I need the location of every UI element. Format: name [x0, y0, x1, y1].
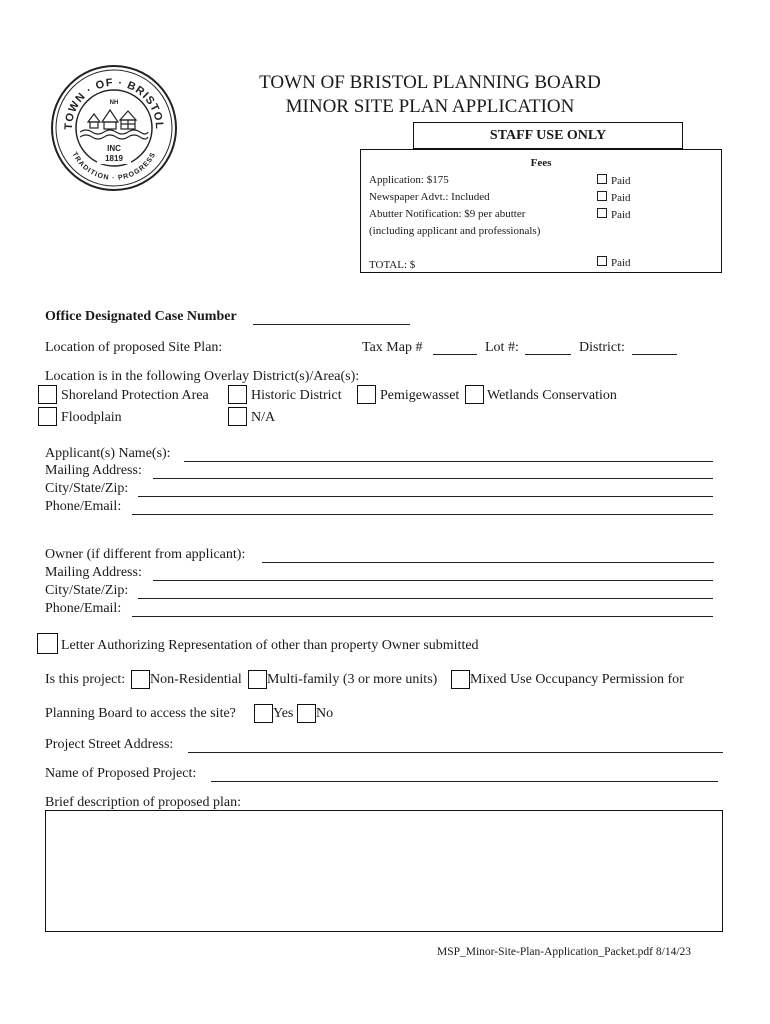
seal-water-icon: [80, 130, 148, 139]
access-label: Planning Board to access the site?: [45, 706, 236, 721]
lot-label: Lot #:: [485, 340, 519, 355]
fee-total-label: TOTAL: $: [369, 259, 416, 271]
staff-use-header: STAFF USE ONLY: [413, 122, 683, 149]
applicant-phone-label: Phone/Email:: [45, 499, 122, 514]
fee-newspaper-label: Newspaper Advt.: Included: [369, 191, 490, 203]
applicant-city-label: City/State/Zip:: [45, 481, 129, 496]
owner-name-field[interactable]: [262, 562, 714, 563]
shoreland-checkbox[interactable]: [38, 385, 57, 404]
seal-inc-label: INC: [107, 144, 121, 153]
project-type-label: Is this project:: [45, 672, 126, 687]
owner-city-label: City/State/Zip:: [45, 583, 129, 598]
location-label: Location of proposed Site Plan:: [45, 340, 223, 355]
case-number-field[interactable]: [253, 324, 410, 325]
wetlands-checkbox[interactable]: [465, 385, 484, 404]
historic-label: Historic District: [251, 388, 342, 403]
owner-mailing-field[interactable]: [153, 580, 713, 581]
tax-map-label: Tax Map #: [362, 340, 423, 355]
owner-phone-label: Phone/Email:: [45, 601, 122, 616]
applicant-city-field[interactable]: [138, 496, 713, 497]
shoreland-label: Shoreland Protection Area: [61, 388, 209, 403]
floodplain-label: Floodplain: [61, 410, 122, 425]
pemigewasset-label: Pemigewasset: [380, 388, 460, 403]
non-residential-label: Non-Residential: [150, 672, 242, 687]
floodplain-checkbox[interactable]: [38, 407, 57, 426]
mixed-use-label: Mixed Use Occupancy Permission for: [470, 672, 684, 687]
fee-application-label: Application: $175: [369, 174, 449, 186]
seal-state: NH: [109, 100, 119, 106]
overlay-label: Location is in the following Overlay District(s)/Area(s):: [45, 369, 360, 384]
seal-bottom-text: TRADITION · PROGRESS: [70, 151, 158, 183]
owner-mailing-label: Mailing Address:: [45, 565, 142, 580]
wetlands-label: Wetlands Conservation: [487, 388, 617, 403]
tax-map-field[interactable]: [433, 354, 477, 355]
applicant-mailing-label: Mailing Address:: [45, 463, 142, 478]
pemigewasset-checkbox[interactable]: [357, 385, 376, 404]
mixed-use-checkbox[interactable]: [451, 670, 470, 689]
owner-city-field[interactable]: [138, 598, 713, 599]
applicant-mailing-field[interactable]: [153, 478, 713, 479]
access-no-checkbox[interactable]: [297, 704, 316, 723]
description-textarea[interactable]: [45, 810, 723, 932]
fees-box: [360, 149, 722, 273]
applicant-phone-field[interactable]: [132, 514, 713, 515]
project-name-label: Name of Proposed Project:: [45, 766, 197, 781]
paid-application[interactable]: Paid: [597, 174, 631, 187]
description-label: Brief description of proposed plan:: [45, 795, 241, 810]
paid-checkbox-icon: [597, 256, 607, 266]
seal-top-text: TOWN · OF · BRISTOL: [62, 76, 166, 131]
paid-checkbox-icon: [597, 191, 607, 201]
access-no-label: No: [316, 706, 334, 721]
paid-abutter[interactable]: Paid: [597, 208, 631, 221]
owner-phone-field[interactable]: [132, 616, 713, 617]
paid-checkbox-icon: [597, 208, 607, 218]
district-label: District:: [579, 340, 625, 355]
district-field[interactable]: [632, 354, 677, 355]
multi-family-checkbox[interactable]: [248, 670, 267, 689]
fee-abutter-label: Abutter Notification: $9 per abutter: [369, 208, 526, 220]
owner-name-label: Owner (if different from applicant):: [45, 547, 246, 562]
applicant-name-label: Applicant(s) Name(s):: [45, 446, 171, 461]
paid-newspaper[interactable]: Paid: [597, 191, 631, 204]
applicant-name-field[interactable]: [184, 461, 713, 462]
non-residential-checkbox[interactable]: [131, 670, 150, 689]
page-title-line1: TOWN OF BRISTOL PLANNING BOARD: [259, 72, 601, 93]
fees-title: Fees: [530, 157, 552, 169]
historic-checkbox[interactable]: [228, 385, 247, 404]
access-yes-label: Yes: [273, 706, 294, 721]
multi-family-label: Multi-family (3 or more units): [267, 672, 438, 687]
lot-field[interactable]: [525, 354, 571, 355]
page-title-line2: MINOR SITE PLAN APPLICATION: [285, 96, 575, 117]
paid-checkbox-icon: [597, 174, 607, 184]
street-address-field[interactable]: [188, 752, 723, 753]
fee-abutter-note: (including applicant and professionals): [369, 225, 541, 237]
street-address-label: Project Street Address:: [45, 737, 174, 752]
case-number-label: Office Designated Case Number: [45, 309, 237, 324]
seal-inc-year: 1819: [105, 154, 123, 163]
letter-checkbox[interactable]: [37, 633, 58, 654]
na-checkbox[interactable]: [228, 407, 247, 426]
project-name-field[interactable]: [211, 781, 718, 782]
footer-file-info: MSP_Minor-Site-Plan-Application_Packet.pdf 8/14/23: [437, 946, 692, 958]
letter-label: Letter Authorizing Representation of other than property Owner submitted: [61, 638, 479, 653]
na-label: N/A: [251, 410, 276, 425]
access-yes-checkbox[interactable]: [254, 704, 273, 723]
paid-total[interactable]: Paid: [597, 256, 631, 269]
